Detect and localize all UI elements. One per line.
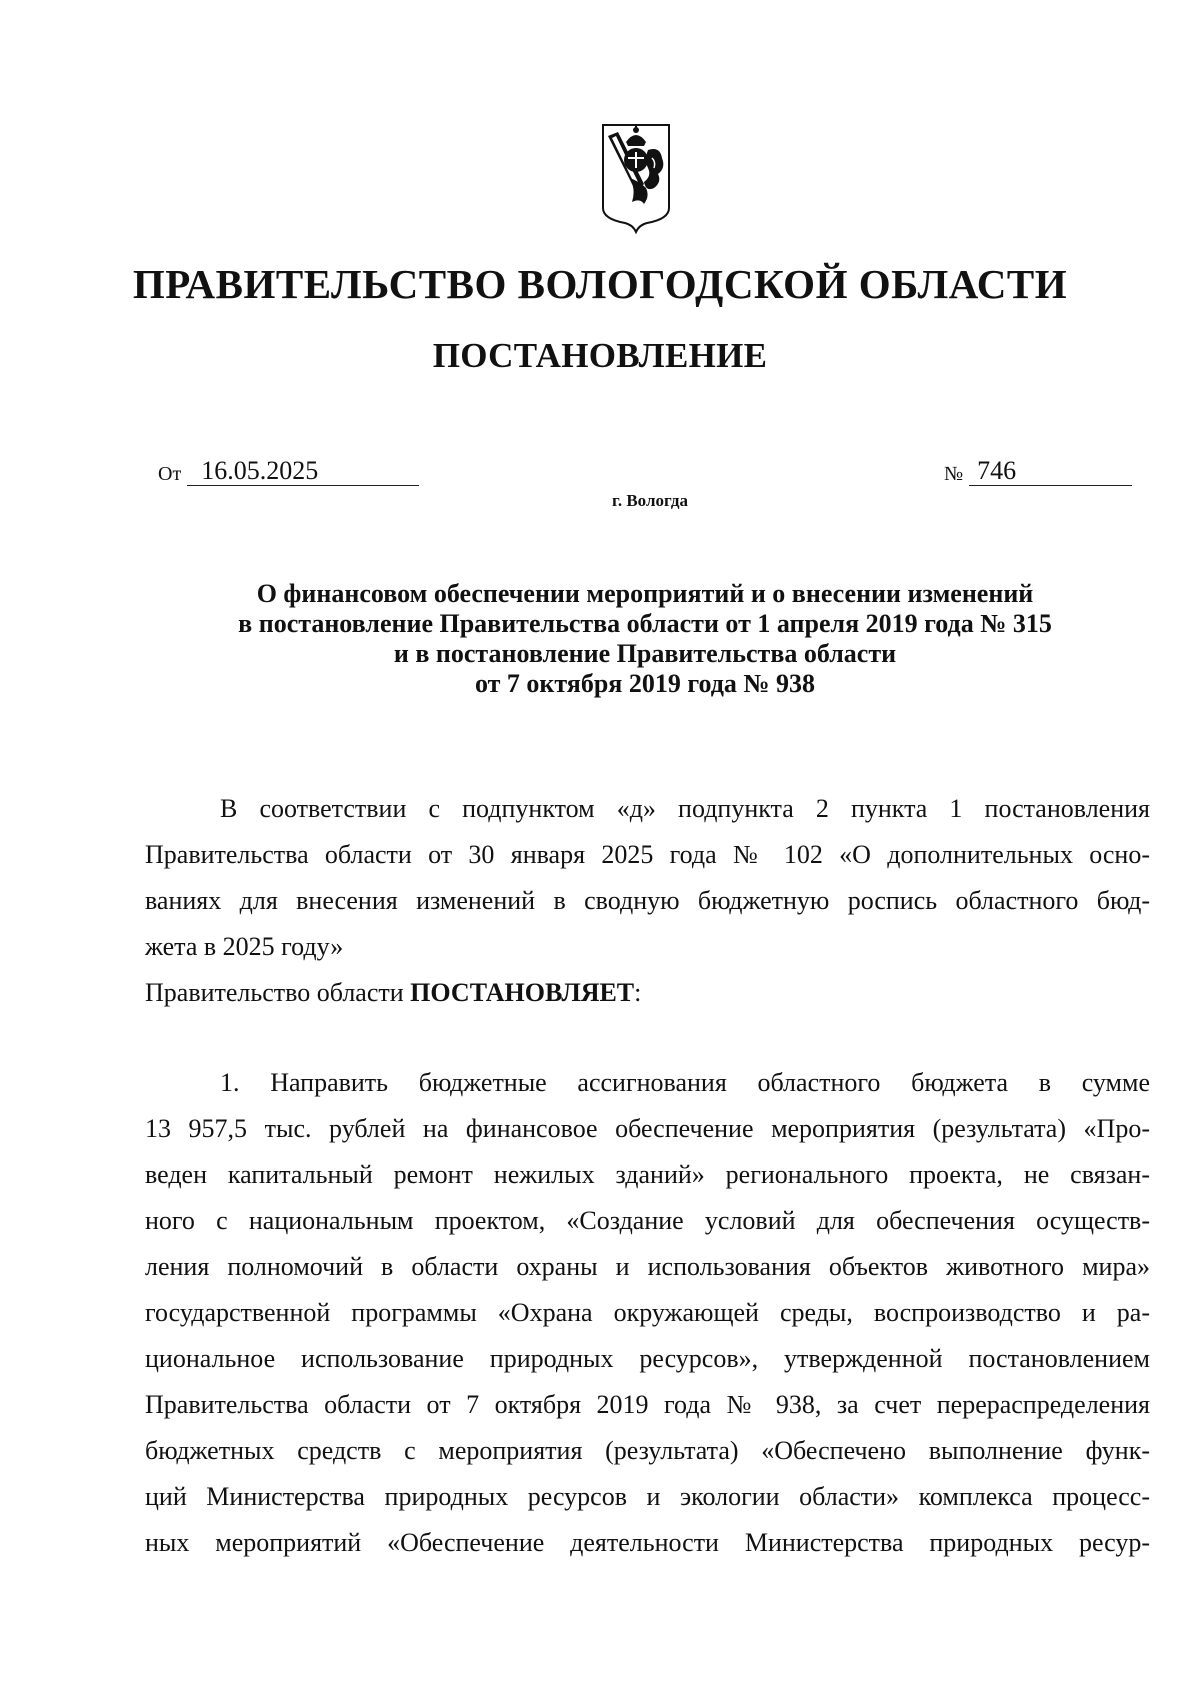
document-type: ПОСТАНОВЛЕНИЕ: [432, 336, 768, 375]
preamble-line: жета в 2025 году»: [145, 932, 344, 961]
document-date: 16.05.2025: [187, 457, 419, 486]
paragraph-line: ций Министерства природных ресурсов и экологии области» комплекса процесс-: [145, 1482, 1150, 1511]
paragraph-line: ного с национальным проектом, «Создание условий для обеспечения осуществ-: [145, 1206, 1150, 1235]
document-number: 746: [969, 457, 1132, 486]
document-heading: [0, 579, 1200, 699]
paragraph-line: веден капитальный ремонт нежилых зданий» регионального проекта, не связан-: [145, 1160, 1150, 1189]
preamble-line: Правительства области от 30 января 2025 года № 102 «О дополнительных осно-: [145, 840, 1150, 869]
heading-line: от 7 октября 2019 года № 938: [474, 669, 816, 698]
coat-of-arms-icon: [600, 122, 672, 234]
paragraph-line: циональное использование природных ресурсов», утвержденной постановлением: [145, 1344, 1150, 1373]
heading-line: в постановление Правительства области от 1 апреля 2019 года № 315: [238, 609, 1052, 638]
city: г. Вологда: [612, 491, 688, 510]
heading-line: О финансовом обеспечении мероприятий и о внесении изменений: [256, 579, 1034, 608]
paragraph-line: государственной программы «Охрана окружающей среды, воспроизводство и ра-: [145, 1298, 1150, 1327]
resolves-keyword: ПОСТАНОВЛЯЕТ: [410, 978, 635, 1007]
paragraph-line: ления полномочий в области охраны и использования объектов животного мира»: [145, 1252, 1150, 1281]
paragraph-line: 13 957,5 тыс. рублей на финансовое обеспечение мероприятия (результата) «Про-: [145, 1114, 1150, 1143]
resolves-line: [145, 978, 1150, 1008]
number-row: [944, 457, 1132, 486]
preamble-line: ваниях для внесения изменений в сводную бюджетную роспись областного бюд-: [145, 886, 1150, 915]
preamble-line: В соответствии с подпунктом «д» подпункта 2 пункта 1 постановления: [220, 794, 1150, 823]
resolves-prefix: Правительство области: [145, 978, 411, 1007]
date-row: [158, 457, 419, 486]
number-label: №: [944, 463, 964, 485]
paragraph-line: 1. Направить бюджетные ассигнования областного бюджета в сумме: [220, 1068, 1150, 1097]
date-label: От: [158, 463, 182, 485]
paragraph-line: бюджетных средств с мероприятия (результата) «Обеспечено выполнение функ-: [145, 1436, 1150, 1465]
paragraph-line: ных мероприятий «Обеспечение деятельности Министерства природных ресур-: [145, 1528, 1150, 1557]
resolves-suffix: :: [634, 978, 642, 1007]
heading-line: и в постановление Правительства области: [393, 639, 897, 668]
organization-title: ПРАВИТЕЛЬСТВО ВОЛОГОДСКОЙ ОБЛАСТИ: [132, 261, 1068, 307]
paragraph-line: Правительства области от 7 октября 2019 года № 938, за счет перераспределения: [145, 1390, 1150, 1419]
